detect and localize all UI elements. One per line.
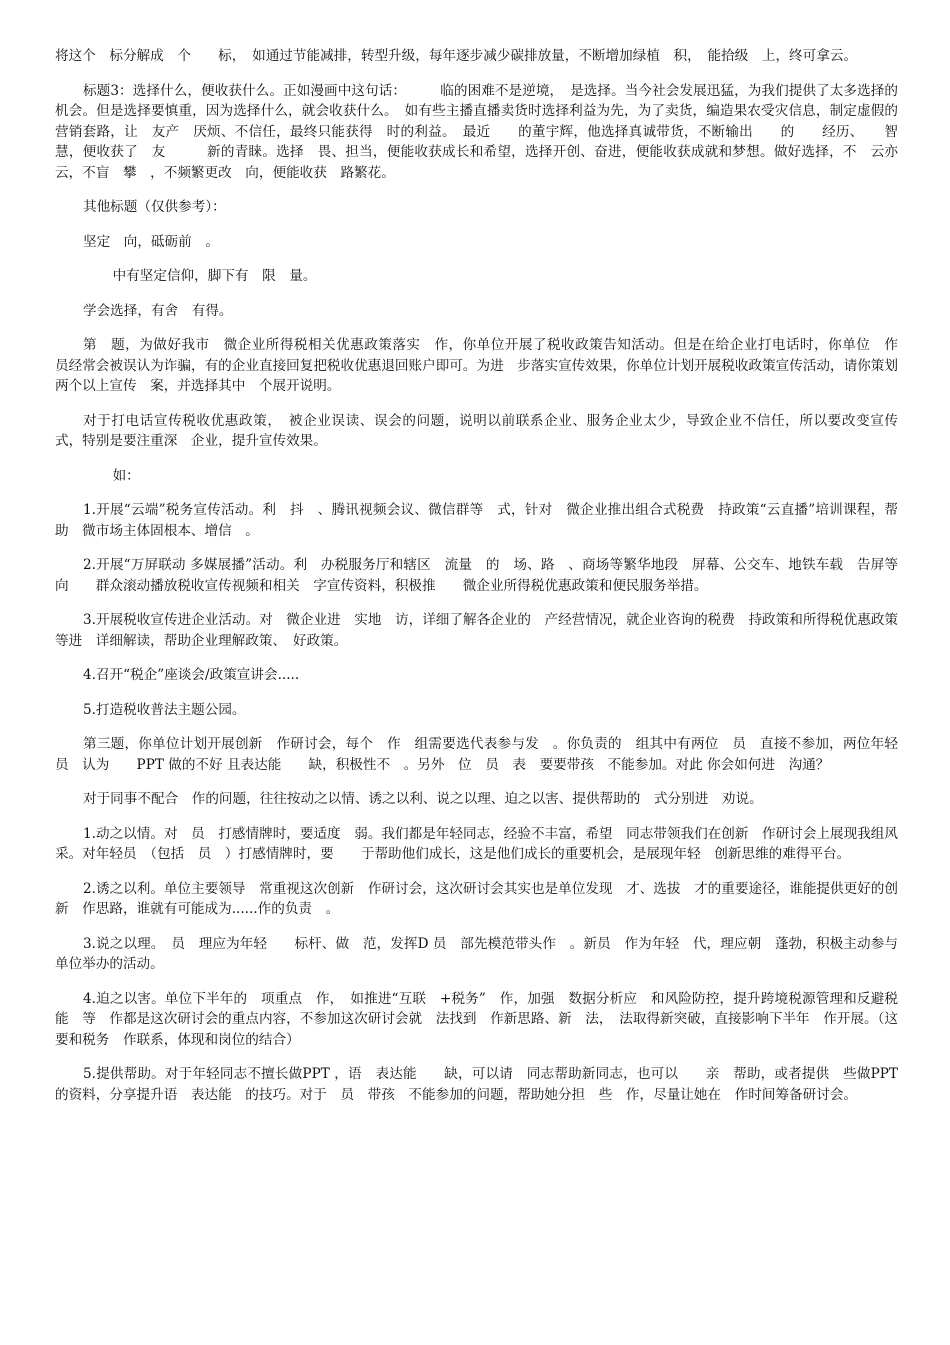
paragraph-answer-3-item-5: 5.提供帮助。对于年轻同志不擅长做PPT ，语 表达能 缺，可以请 同志帮助新同志，也可以 亲 帮助，或者提供 些做PPT 的资料，分享提升语 表达能 的技巧。对于 员 带孩 不能参加的问题，帮助她分担 些 作，尽量让她在 作时间筹备研讨会。 (55, 1066, 898, 1103)
paragraph-question-3: 第三题，你单位计划开展创新 作研讨会，每个 作 组需要选代表参与发 。你负责的 组其中有两位 员 直接不参加，两位年轻员 认为 PPT 做的不好 且表达能 缺，积极性不 。另外 位 员 表 要要带孩 不能参加。对此 你会如何进 沟通？ (55, 736, 898, 773)
paragraph-answer-3-item-4: 4.迫之以害。单位下半年的 项重点 作， 如推进“互联 +税务” 作，加强 数据分析应 和风险防控，提升跨境税源管理和反避税能 等 作都是这次研讨会的重点内容，不参加这次研讨会就 法找到 作新思路、新 法， 法取得新突破，直接影响下半年 作开展。（这 要和税务 作联系，体现和岗位的结合） (55, 990, 912, 1048)
paragraph-title-3: 标题3：选择什么，便收获什么。正如漫画中这句话： 临的困难不是逆境， 是选择。当今社会发展迅猛，为我们提供了太多选择的机会。但是选择要慎重，因为选择什么，就会收获什么。 如有些主播直播卖货时选择利益为先，为了卖货，编造果农受灾信息，制定虚假的营销套路，让 友产 厌烦、不信任，最终只能获得 时的利益。 最近 的董宇辉，他选择真诚带货，不断输出 的 经历、 智慧，便收获了 友 新的青睐。选择 畏、担当，便能收获成长和希望，选择开创、奋进，便能收获成就和梦想。做好选择，不 云亦云，不盲 攀 ，不频繁更改 向，便能收获 路繁花。 (55, 82, 898, 181)
paragraph-answer-2-item-2: 2.开展“万屏联动 多媒展播”活动。利 办税服务厅和辖区 流量 的 场、路 、商场等繁华地段 屏幕、公交车、地铁车载 告屏等 向 群众滚动播放税收宣传视频和相关 字宣传资料，积极推 微企业所得税优惠政策和便民服务举措。 (55, 557, 912, 594)
document-page (55, 46, 912, 1119)
paragraph-answer-3-item-1: 1.动之以情。对 员 打感情牌时，要适度 弱。我们都是年轻同志，经验不丰富，希望 同志带领我们在创新 作研讨会上展现我组风采。对年轻员 （包括 员 ）打感情牌时，要 于帮助他们成长，这是他们成长的重要机会，是展现年轻 创新思维的难得平台。 (55, 825, 898, 862)
paragraph-answer-2-item-1: 1.开展“云端”税务宣传活动。利 抖 、腾讯视频会议、微信群等 式，针对 微企业推出组合式税费 持政策“云直播”培训课程，帮助 微市场主体固根本、增信 。 (55, 502, 898, 539)
paragraph-answer-2-intro: 对于打电话宣传税收优惠政策， 被企业误读、误会的问题，说明以前联系企业、服务企业太少，导致企业不信任，所以要改变宣传 式，特别是要注重深 企业，提升宣传效果。 (55, 412, 912, 449)
paragraph-example-label: 如： (99, 467, 140, 484)
paragraph-intro-continuation: 将这个 标分解成 个 标， 如通过节能减排，转型升级，每年逐步减少碳排放量，不断增加绿植 积， 能拾级 上，终可拿云。 (55, 48, 858, 64)
paragraph-other-titles-heading: 其他标题（仅供参考）： (83, 199, 226, 215)
paragraph-answer-2-item-5: 5.打造税收普法主题公园。 (83, 701, 246, 718)
paragraph-answer-3-intro: 对于同事不配合 作的问题，往往按动之以情、诱之以利、说之以理、迫之以害、提供帮助的 式分别进 劝说。 (83, 791, 763, 807)
paragraph-other-title-2: 中有坚定信仰，脚下有 限 量。 (99, 268, 317, 284)
paragraph-answer-3-item-3: 3.说之以理。 员 理应为年轻 标杆、做 范，发挥D 员 部先模范带头作 。新员 作为年轻 代，理应朝 蓬勃，积极主动参与单位举办的活动。 (55, 935, 898, 972)
paragraph-answer-2-item-3: 3.开展税收宣传进企业活动。对 微企业进 实地 访，详细了解各企业的 产经营情况，就企业咨询的税费 持政策和所得税优惠政策等进 详细解读，帮助企业理解政策、 好政策。 (55, 612, 898, 649)
paragraph-answer-2-item-4: 4.召开“税企”座谈会/政策宣讲会..... (83, 667, 300, 683)
paragraph-question-2: 第 题，为做好我市 微企业所得税相关优惠政策落实 作，你单位开展了税收政策告知活动。但是在给企业打电话时，你单位 作 员经常会被误认为诈骗，有的企业直接回复把税收优惠退回账户即可。为进 步落实宣传效果，你单位计划开展税收政策宣传活动，请你策划两个以上宣传 案，并选择其中 个展开说明。 (55, 337, 912, 394)
paragraph-other-title-3: 学会选择，有舍 有得。 (83, 302, 233, 319)
paragraph-other-title-1: 坚定 向，砥砺前 。 (83, 233, 219, 250)
paragraph-answer-3-item-2: 2.诱之以利。单位主要领导 常重视这次创新 作研讨会，这次研讨会其实也是单位发现 才、选拔 才的重要途径，谁能提供更好的创新 作思路，谁就有可能成为......作的负责 。 (55, 880, 898, 917)
